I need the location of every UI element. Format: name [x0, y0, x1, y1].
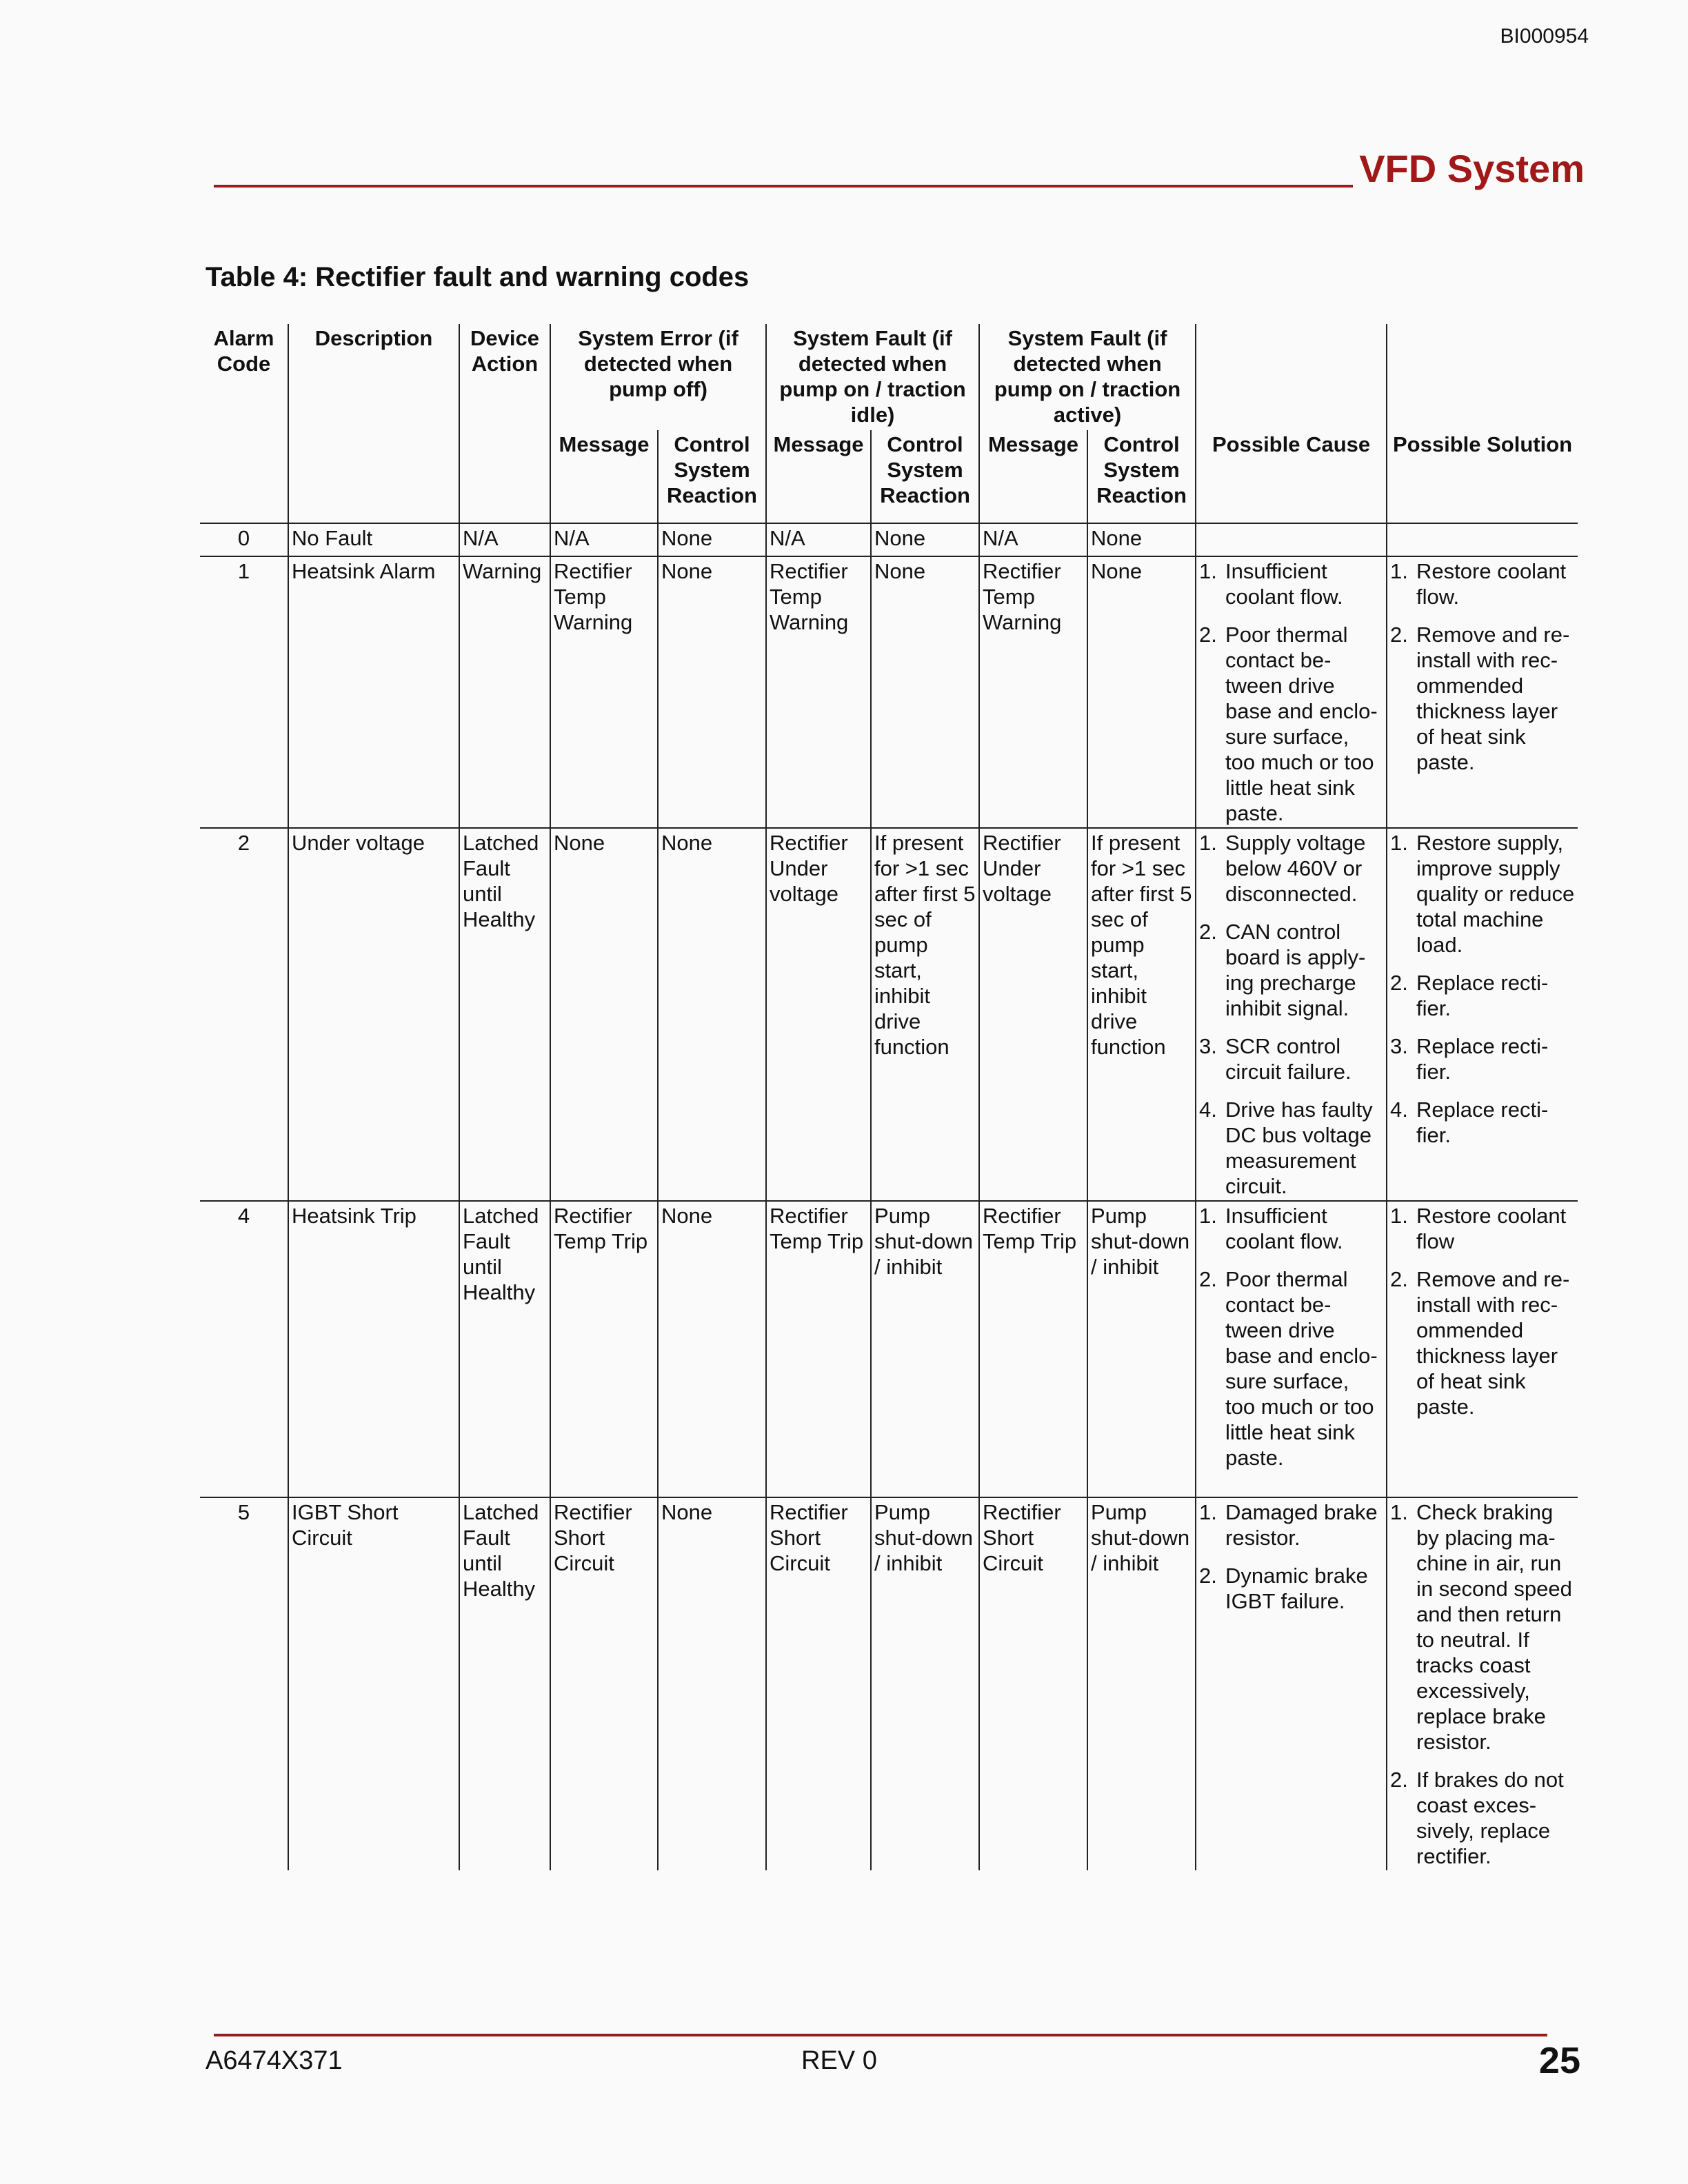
item-number: 1.	[1199, 559, 1217, 583]
header-solution-spacer	[1387, 324, 1578, 430]
causes-list	[1199, 1203, 1383, 1470]
solution-item	[1390, 970, 1575, 1021]
item-number: 1.	[1390, 559, 1408, 583]
cause-item	[1199, 1203, 1383, 1254]
subheader-possible-solution: Possible Solution	[1387, 430, 1578, 523]
active-reaction-cell: If present for >1 sec after first 5 sec of pump start, inhibit drive function	[1087, 828, 1196, 1201]
possible-solution-cell	[1387, 1497, 1578, 1870]
error-reaction-cell: None	[658, 556, 766, 828]
document-number: A6474X371	[205, 2046, 343, 2075]
table-row	[200, 556, 1578, 828]
description-cell: Heatsink Trip	[288, 1201, 459, 1497]
header-device-action: Device Action	[459, 324, 550, 430]
alarm-code-cell: 2	[237, 831, 250, 855]
description-cell: IGBT Short Circuit	[288, 1497, 459, 1870]
item-number: 4.	[1199, 1098, 1217, 1122]
cause-item	[1199, 1499, 1383, 1550]
item-text: Poor thermal contact be-tween drive base and enclo-sure surface, too much or too little heat sink paste.	[1225, 1267, 1378, 1470]
cause-item	[1199, 1097, 1383, 1199]
idle-reaction-cell: None	[871, 556, 979, 828]
possible-solution-cell	[1387, 556, 1578, 828]
active-reaction-cell: None	[1087, 523, 1196, 556]
cause-item	[1199, 1266, 1383, 1470]
causes-list	[1199, 558, 1383, 826]
solution-item	[1390, 1033, 1575, 1084]
item-text: Restore coolant flow.	[1416, 559, 1567, 609]
error-message-cell: Rectifier Temp Warning	[550, 556, 658, 828]
device-action-cell: Latched Fault until Healthy	[459, 1497, 550, 1870]
solution-item	[1390, 1499, 1575, 1755]
subheader-empty	[459, 430, 550, 523]
description-cell: Heatsink Alarm	[288, 556, 459, 828]
item-text: Supply voltage below 460V or disconnected.	[1225, 831, 1366, 906]
subheader-message: Message	[766, 430, 871, 523]
cause-item	[1199, 1033, 1383, 1084]
page-number: 25	[1538, 2040, 1580, 2081]
possible-cause-cell	[1196, 556, 1387, 828]
item-text: Check braking by placing ma-chine in air, run in second speed and then return to neutral. If tracks coast excessively, replace brake resistor.	[1416, 1500, 1572, 1754]
item-number: 4.	[1390, 1098, 1408, 1122]
idle-message-cell: Rectifier Under voltage	[766, 828, 871, 1201]
item-text: CAN control board is apply-ing precharge inhibit signal.	[1225, 920, 1366, 1020]
solution-item	[1390, 558, 1575, 609]
active-reaction-cell: Pump shut-down / inhibit	[1087, 1497, 1196, 1870]
solutions-list	[1390, 1203, 1575, 1419]
item-number: 1.	[1199, 1204, 1217, 1228]
possible-solution-cell	[1387, 523, 1578, 556]
table-row	[200, 523, 1578, 556]
possible-cause-cell	[1196, 828, 1387, 1201]
error-message-cell: None	[550, 828, 658, 1201]
error-reaction-cell: None	[658, 1201, 766, 1497]
solution-item	[1390, 1097, 1575, 1148]
solution-item	[1390, 1203, 1575, 1254]
item-text: SCR control circuit failure.	[1225, 1034, 1352, 1084]
revision: REV 0	[801, 2046, 877, 2075]
header-system-error: System Error (if detected when pump off)	[550, 324, 766, 430]
cause-item	[1199, 558, 1383, 609]
active-message-cell: Rectifier Short Circuit	[979, 1497, 1087, 1870]
idle-message-cell: N/A	[766, 523, 871, 556]
item-number: 3.	[1390, 1034, 1408, 1058]
solutions-list	[1390, 1499, 1575, 1869]
idle-message-cell: Rectifier Temp Warning	[766, 556, 871, 828]
item-text: Insufficient coolant flow.	[1225, 1204, 1343, 1253]
possible-cause-cell	[1196, 523, 1387, 556]
item-number: 2.	[1199, 1267, 1217, 1291]
item-text: If brakes do not coast exces-sively, replace rectifier.	[1416, 1768, 1564, 1868]
subheader-empty	[288, 430, 459, 523]
idle-message-cell: Rectifier Short Circuit	[766, 1497, 871, 1870]
idle-reaction-cell: Pump shut-down / inhibit	[871, 1497, 979, 1870]
error-message-cell: Rectifier Short Circuit	[550, 1497, 658, 1870]
item-text: Replace recti-fier.	[1416, 971, 1549, 1020]
solution-item	[1390, 1767, 1575, 1869]
active-reaction-cell: Pump shut-down / inhibit	[1087, 1201, 1196, 1497]
item-text: Remove and re-install with rec-ommended thickness layer of heat sink paste.	[1416, 1267, 1570, 1419]
idle-reaction-cell: Pump shut-down / inhibit	[871, 1201, 979, 1497]
item-number: 2.	[1390, 971, 1408, 995]
solution-item	[1390, 622, 1575, 775]
item-number: 2.	[1390, 1768, 1408, 1792]
item-text: Poor thermal contact be-tween drive base and enclo-sure surface, too much or too little heat sink paste.	[1225, 623, 1378, 825]
idle-reaction-cell: If present for >1 sec after first 5 sec of pump start, inhibit drive function	[871, 828, 979, 1201]
header-description: Description	[288, 324, 459, 430]
item-text: Restore coolant flow	[1416, 1204, 1567, 1253]
error-message-cell: N/A	[550, 523, 658, 556]
solutions-list	[1390, 830, 1575, 1148]
error-message-cell: Rectifier Temp Trip	[550, 1201, 658, 1497]
item-text: Damaged brake resistor.	[1225, 1500, 1378, 1550]
possible-cause-cell	[1196, 1497, 1387, 1870]
item-number: 2.	[1199, 623, 1217, 647]
alarm-code-cell: 5	[237, 1500, 250, 1524]
possible-solution-cell	[1387, 828, 1578, 1201]
alarm-code-cell: 4	[237, 1204, 250, 1228]
cause-item	[1199, 622, 1383, 826]
item-text: Insufficient coolant flow.	[1225, 559, 1343, 609]
header-rule	[214, 185, 1353, 188]
item-text: Drive has faulty DC bus voltage measurement circuit.	[1225, 1098, 1373, 1198]
solutions-list	[1390, 558, 1575, 775]
item-number: 2.	[1390, 1267, 1408, 1291]
idle-message-cell: Rectifier Temp Trip	[766, 1201, 871, 1497]
cause-item	[1199, 919, 1383, 1021]
table-body	[200, 523, 1578, 1870]
causes-list	[1199, 1499, 1383, 1614]
error-reaction-cell: None	[658, 828, 766, 1201]
solution-item	[1390, 830, 1575, 958]
fault-code-table	[200, 324, 1578, 1870]
solution-item	[1390, 1266, 1575, 1419]
cause-item	[1199, 1563, 1383, 1614]
active-reaction-cell: None	[1087, 556, 1196, 828]
description-cell: No Fault	[288, 523, 459, 556]
header-fault-traction-idle: System Fault (if detected when pump on / traction idle)	[766, 324, 979, 430]
alarm-code-cell: 0	[237, 526, 250, 550]
footer-rule	[214, 2034, 1547, 2036]
causes-list	[1199, 830, 1383, 1199]
subheader-message: Message	[550, 430, 658, 523]
item-number: 1.	[1390, 1204, 1408, 1228]
item-text: Restore supply, improve supply quality or reduce total machine load.	[1416, 831, 1575, 957]
alarm-code-cell: 1	[237, 559, 250, 583]
item-number: 2.	[1199, 920, 1217, 944]
active-message-cell: Rectifier Temp Warning	[979, 556, 1087, 828]
active-message-cell: Rectifier Temp Trip	[979, 1201, 1087, 1497]
item-number: 1.	[1199, 831, 1217, 855]
table-row	[200, 1201, 1578, 1497]
active-message-cell: Rectifier Under voltage	[979, 828, 1087, 1201]
item-number: 2.	[1199, 1564, 1217, 1588]
header-cause-spacer	[1196, 324, 1387, 430]
subheader-possible-cause: Possible Cause	[1196, 430, 1387, 523]
document-id: BI000954	[1500, 25, 1589, 48]
device-action-cell: Latched Fault until Healthy	[459, 828, 550, 1201]
device-action-cell: N/A	[459, 523, 550, 556]
subheader-message: Message	[979, 430, 1087, 523]
idle-reaction-cell: None	[871, 523, 979, 556]
device-action-cell: Warning	[459, 556, 550, 828]
item-number: 1.	[1390, 831, 1408, 855]
subheader-reaction: Control System Reaction	[658, 430, 766, 523]
table-caption: Table 4: Rectifier fault and warning codes	[205, 262, 750, 292]
header-fault-traction-active: System Fault (if detected when pump on / traction active)	[979, 324, 1196, 430]
possible-solution-cell	[1387, 1201, 1578, 1497]
item-number: 1.	[1199, 1500, 1217, 1524]
subheader-empty	[200, 430, 288, 523]
item-number: 2.	[1390, 623, 1408, 647]
error-reaction-cell: None	[658, 1497, 766, 1870]
possible-cause-cell	[1196, 1201, 1387, 1497]
subheader-reaction: Control System Reaction	[1087, 430, 1196, 523]
table-row	[200, 1497, 1578, 1870]
subheader-reaction: Control System Reaction	[871, 430, 979, 523]
error-reaction-cell: None	[658, 523, 766, 556]
item-text: Dynamic brake IGBT failure.	[1225, 1564, 1368, 1613]
item-text: Replace recti-fier.	[1416, 1098, 1549, 1147]
item-number: 1.	[1390, 1500, 1408, 1524]
cause-item	[1199, 830, 1383, 907]
header-alarm-code: Alarm Code	[213, 326, 274, 376]
item-number: 3.	[1199, 1034, 1217, 1058]
description-cell: Under voltage	[288, 828, 459, 1201]
table-row	[200, 828, 1578, 1201]
device-action-cell: Latched Fault until Healthy	[459, 1201, 550, 1497]
item-text: Replace recti-fier.	[1416, 1034, 1549, 1084]
item-text: Remove and re-install with rec-ommended thickness layer of heat sink paste.	[1416, 623, 1570, 774]
section-title: VFD System	[1359, 147, 1585, 190]
active-message-cell: N/A	[979, 523, 1087, 556]
